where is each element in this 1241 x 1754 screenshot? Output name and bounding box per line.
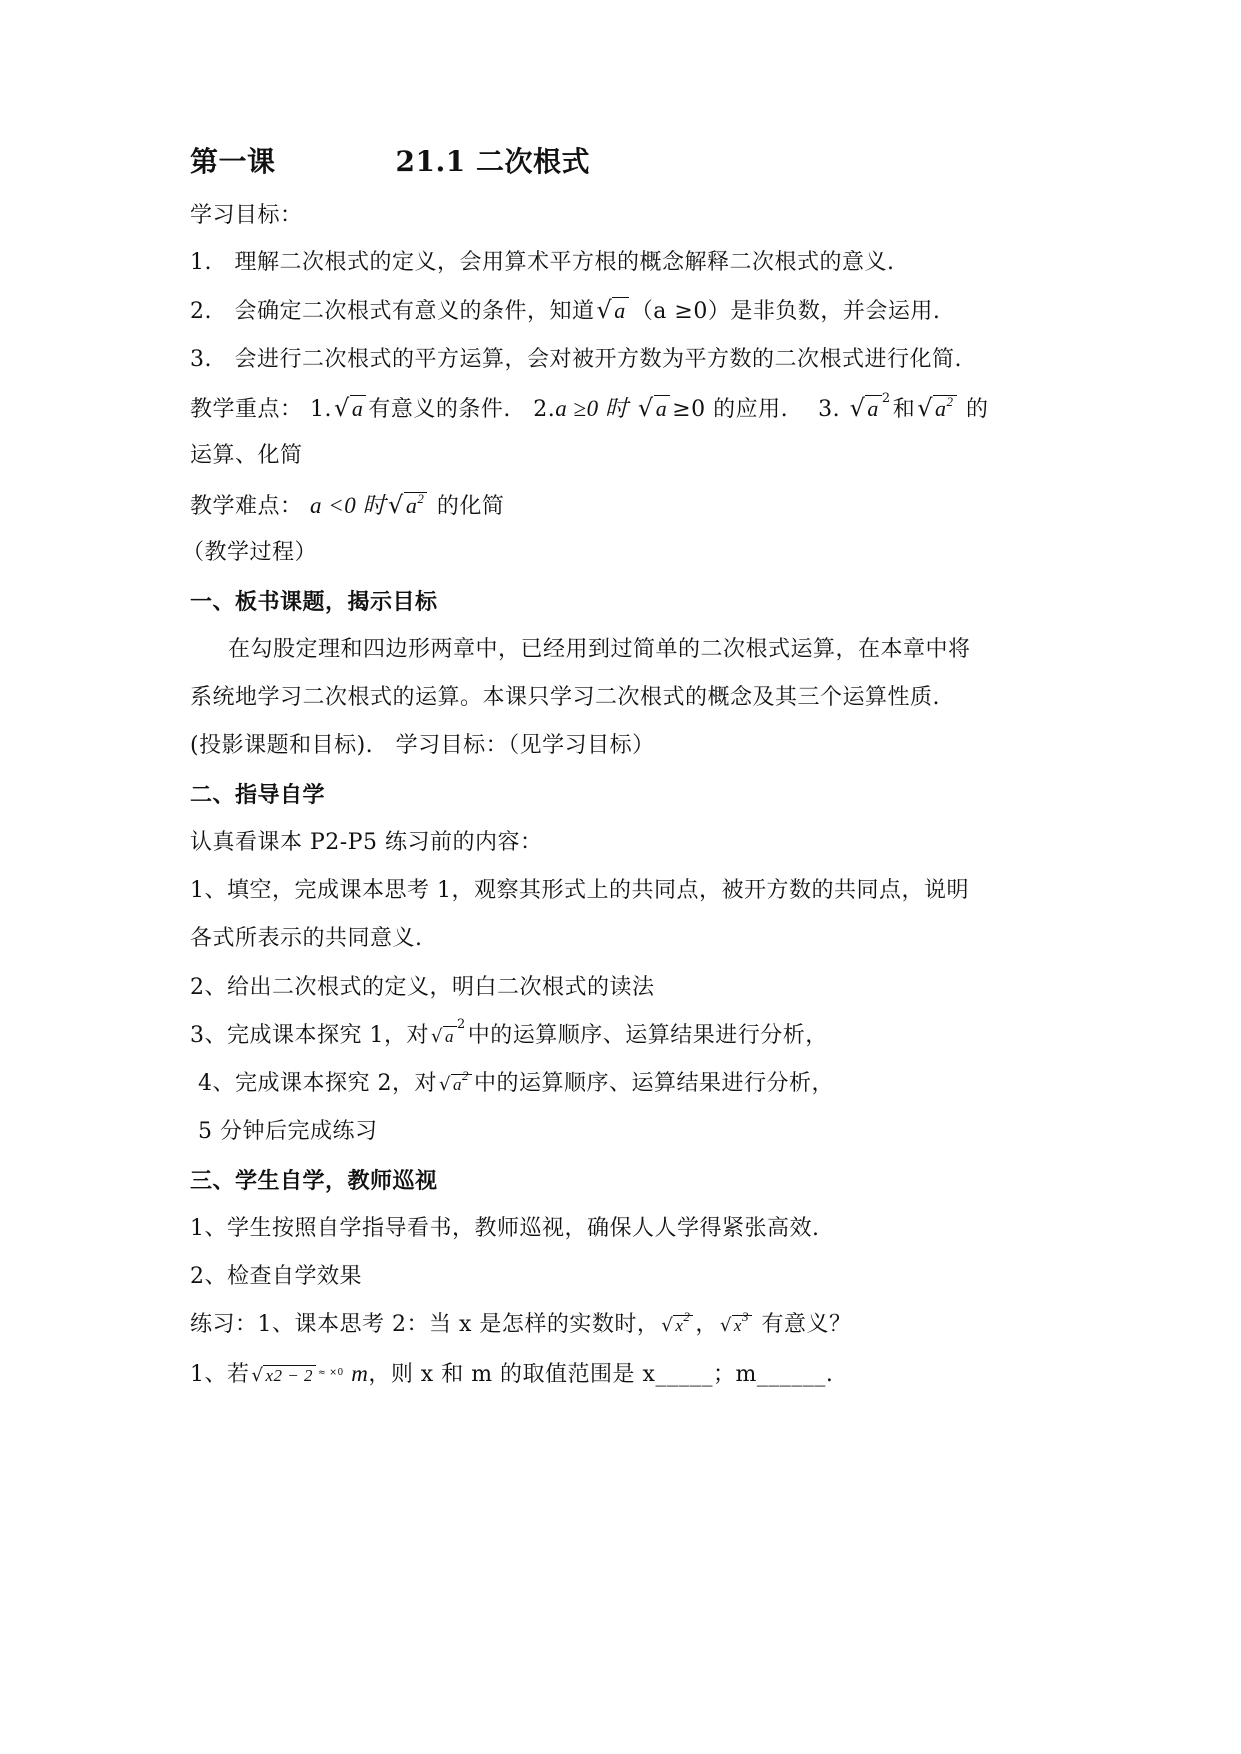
exercise-line: 练习：1、课本思考 2：当 x 是怎样的实数时， √ $x^2$ ， √ $x^3$ 有意义？	[190, 1305, 1070, 1345]
section-3-item-1: 1、学生按照自学指导看书，教师巡视，确保人人学得紧张高效.	[190, 1216, 820, 1241]
section-2-step-1a: 1、填空，完成课本思考 1，观察其形式上的共同点，被开方数的共同点，说明	[190, 878, 969, 903]
objective-item-1: 1. 理解二次根式的定义，会用算术平方根的概念解释二次根式的意义.	[190, 250, 895, 275]
sqrt-a-squared: $√a^2$	[917, 388, 956, 430]
section-1-heading: 一、板书课题，揭示目标	[190, 589, 438, 615]
sqrt-a: √a	[597, 290, 629, 332]
process-label: （教学过程）	[182, 540, 318, 565]
section-1-paragraph-1: 在勾股定理和四边形两章中，已经用到过简单的二次根式运算，在本章中将	[228, 637, 971, 662]
objective-item-3: 3. 会进行二次根式的平方运算，会对被开方数为平方数的二次根式进行化简.	[190, 347, 962, 372]
section-3-item-2: 2、检查自学效果	[190, 1264, 362, 1289]
section-3-heading: 三、学生自学，教师巡视	[190, 1168, 438, 1194]
sqrt-a: √a	[638, 388, 670, 430]
difficulty-line: 教学难点： a <0 时$√a^2$ 的化简	[190, 485, 1070, 525]
sqrt-a: √a	[334, 388, 366, 430]
sqrt-x-cubed: √ $x^3$	[720, 1305, 752, 1346]
section-2-step-3: 3、完成课本探究 1，对 √ $a^2$中的运算顺序、运算结果进行分析，	[190, 1016, 1070, 1056]
lesson-title	[190, 142, 1070, 182]
section-2-heading: 二、指导自学	[190, 782, 326, 808]
section-2-step-5: 5 分钟后完成练习	[198, 1119, 378, 1144]
section-1-paragraph-3: (投影课题和目标). 学习目标：（见学习目标）	[190, 733, 655, 758]
sqrt-a-squared: √ $a^2$	[439, 1064, 472, 1105]
section-2-step-1b: 各式所表示的共同意义.	[190, 926, 423, 951]
objective-item-2: 2. 会确定二次根式有意义的条件，知道√a （a ≥0）是非负数，并会运用.	[190, 290, 1070, 330]
focus-line: 教学重点： 1.√a 有意义的条件. 2.a ≥0 时 √a ≥0 的应用. 3. √a $^2$和$√a^2$ 的	[190, 388, 1070, 428]
lesson-number: 第一课	[190, 145, 276, 178]
sqrt-garbled-expression: √ x2 − 2	[252, 1355, 317, 1396]
sqrt-a-squared: $√a^2$	[388, 485, 427, 527]
lesson-topic: 21.1 二次根式	[395, 145, 590, 178]
sqrt-a-squared-outer: √a $^2$	[849, 391, 891, 422]
sqrt-a-squared-outer: √ $a^2$	[431, 1017, 466, 1047]
section-1-paragraph-2: 系统地学习二次根式的运算。本课只学习二次根式的概念及其三个运算性质.	[190, 685, 940, 710]
sqrt-x-squared: √ $x^2$	[661, 1305, 693, 1346]
garbled-symbol: ≈ ×0	[318, 1368, 344, 1378]
objectives-heading: 学习目标：	[190, 203, 303, 228]
section-2-step-2: 2、给出二次根式的定义，明白二次根式的读法	[190, 975, 655, 1000]
section-2-intro: 认真看课本 P2-P5 练习前的内容：	[190, 830, 543, 855]
question-line: 1、若 √ x2 − 2 $^{\approx \times 0}$ m，则 x 和 m 的取值范围是 x_____；m______.	[190, 1353, 1070, 1393]
section-2-step-4: 4、完成课本探究 2，对 √ $a^2$ 中的运算顺序、运算结果进行分析，	[198, 1064, 1078, 1104]
focus-line-2: 运算、化简	[190, 443, 303, 468]
